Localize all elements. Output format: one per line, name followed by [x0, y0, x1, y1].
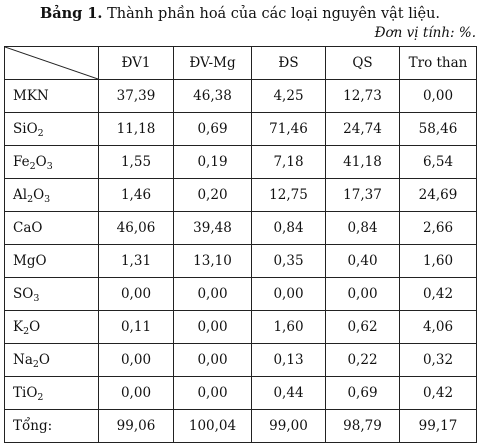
row-label-text: MKN [13, 88, 49, 104]
value-cell: 0,00 [174, 377, 252, 410]
table-row [5, 245, 477, 278]
value-cell: 0,35 [252, 245, 326, 278]
table-row [5, 80, 477, 113]
row-label-text: TiO [13, 385, 38, 401]
value-cell: 0,00 [174, 278, 252, 311]
value-cell: 0,00 [252, 278, 326, 311]
row-label [5, 80, 99, 113]
value-cell: 0,00 [99, 344, 174, 377]
row-label-text: CaO [13, 220, 43, 236]
value-cell: 0,00 [174, 344, 252, 377]
value-cell: 1,31 [99, 245, 174, 278]
row-label [5, 311, 99, 344]
row-label-text: SO [13, 286, 34, 302]
row-label [5, 344, 99, 377]
row-label-text: Na [13, 352, 33, 368]
row-label [5, 179, 99, 212]
row-label [5, 146, 99, 179]
value-cell: 6,54 [400, 146, 477, 179]
row-label-text: Fe [13, 154, 30, 170]
row-label-text: Tổng: [13, 418, 53, 434]
table-row [5, 113, 477, 146]
value-cell: 12,75 [252, 179, 326, 212]
value-cell: 17,37 [326, 179, 400, 212]
value-cell: 0,42 [400, 377, 477, 410]
row-label-subscript: 2 [37, 392, 44, 403]
value-cell: 0,20 [174, 179, 252, 212]
value-cell: 0,00 [400, 80, 477, 113]
table-caption [0, 5, 480, 23]
column-header: QS [326, 47, 400, 80]
value-cell: 0,00 [99, 377, 174, 410]
value-cell: 1,60 [252, 311, 326, 344]
value-cell: 0,40 [326, 245, 400, 278]
value-cell: 46,06 [99, 212, 174, 245]
row-label [5, 212, 99, 245]
table-row [5, 212, 477, 245]
value-cell: 0,84 [326, 212, 400, 245]
value-cell: 0,11 [99, 311, 174, 344]
value-cell: 58,46 [400, 113, 477, 146]
column-header: ĐS [252, 47, 326, 80]
row-label [5, 377, 99, 410]
table-row [5, 146, 477, 179]
row-label [5, 113, 99, 146]
value-cell: 98,79 [326, 410, 400, 443]
row-label-text: O [33, 187, 45, 203]
value-cell: 1,55 [99, 146, 174, 179]
header-row [5, 47, 477, 80]
row-label-text: O [35, 154, 47, 170]
value-cell: 7,18 [252, 146, 326, 179]
row-label [5, 410, 99, 443]
value-cell: 0,19 [174, 146, 252, 179]
value-cell: 0,13 [252, 344, 326, 377]
table-body [5, 80, 477, 443]
column-header: ĐV1 [99, 47, 174, 80]
value-cell: 100,04 [174, 410, 252, 443]
unit-note: Đơn vị tính: %. [374, 25, 476, 41]
table-row [5, 410, 477, 443]
value-cell: 0,32 [400, 344, 477, 377]
table-row [5, 278, 477, 311]
value-cell: 46,38 [174, 80, 252, 113]
value-cell: 71,46 [252, 113, 326, 146]
column-header: ĐV-Mg [174, 47, 252, 80]
row-label-subscript: 3 [44, 194, 51, 205]
value-cell: 0,00 [326, 278, 400, 311]
table-row [5, 179, 477, 212]
value-cell: 39,48 [174, 212, 252, 245]
value-cell: 11,18 [99, 113, 174, 146]
value-cell: 0,00 [174, 311, 252, 344]
value-cell: 24,69 [400, 179, 477, 212]
value-cell: 99,06 [99, 410, 174, 443]
value-cell: 0,84 [252, 212, 326, 245]
row-label-subscript: 3 [46, 161, 53, 172]
value-cell: 2,66 [400, 212, 477, 245]
value-cell: 0,00 [99, 278, 174, 311]
value-cell: 99,17 [400, 410, 477, 443]
row-label-text: K [13, 319, 24, 335]
value-cell: 0,42 [400, 278, 477, 311]
value-cell: 0,69 [326, 377, 400, 410]
table-row [5, 344, 477, 377]
column-header: Tro than [400, 47, 477, 80]
value-cell: 0,69 [174, 113, 252, 146]
row-label-subscript: 2 [23, 326, 30, 337]
value-cell: 0,44 [252, 377, 326, 410]
row-label-subscript: 3 [33, 293, 40, 304]
value-cell: 1,46 [99, 179, 174, 212]
row-label-text: MgO [13, 253, 47, 269]
value-cell: 4,25 [252, 80, 326, 113]
value-cell: 37,39 [99, 80, 174, 113]
diagonal-divider [5, 47, 98, 79]
value-cell: 13,10 [174, 245, 252, 278]
value-cell: 24,74 [326, 113, 400, 146]
row-label-subscript: 2 [37, 128, 44, 139]
row-label-text: O [29, 319, 41, 335]
row-label-text: Al [13, 187, 28, 203]
table-row [5, 377, 477, 410]
corner-cell [5, 47, 99, 80]
row-label-text: O [38, 352, 50, 368]
value-cell: 12,73 [326, 80, 400, 113]
table-row [5, 311, 477, 344]
value-cell: 0,62 [326, 311, 400, 344]
row-label-subscript: 2 [29, 161, 36, 172]
row-label-subscript: 2 [32, 359, 39, 370]
value-cell: 99,00 [252, 410, 326, 443]
value-cell: 4,06 [400, 311, 477, 344]
composition-table [4, 46, 477, 443]
row-label-text: SiO [13, 121, 38, 137]
value-cell: 1,60 [400, 245, 477, 278]
value-cell: 41,18 [326, 146, 400, 179]
row-label [5, 245, 99, 278]
caption-label: Bảng 1. [39, 5, 103, 22]
caption-text: Thành phần hoá của các loại nguyên vật liệu. [102, 6, 441, 22]
value-cell: 0,22 [326, 344, 400, 377]
row-label-subscript: 2 [27, 194, 34, 205]
row-label [5, 278, 99, 311]
